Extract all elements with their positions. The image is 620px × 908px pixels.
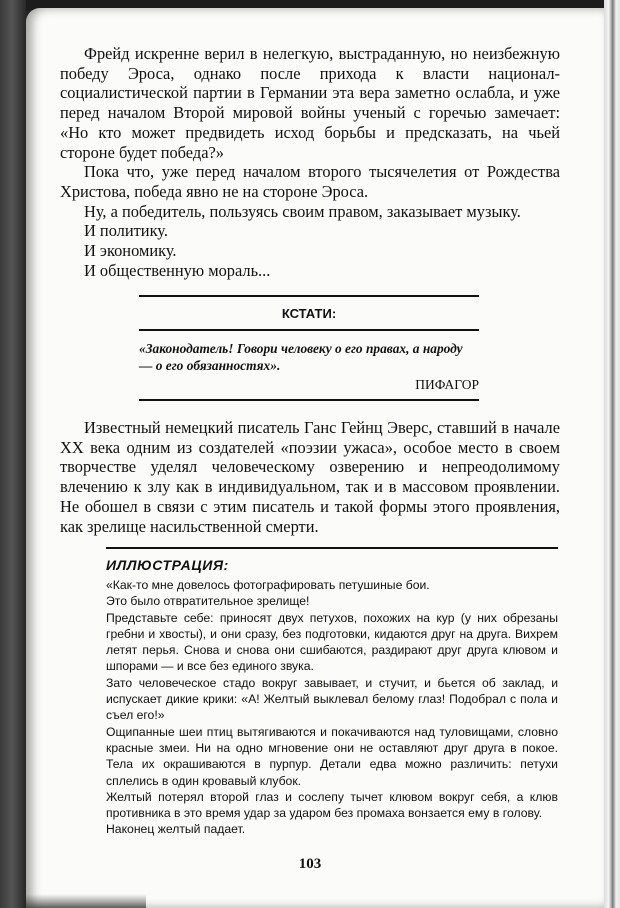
kstati-box bbox=[139, 295, 479, 401]
kstati-author: ПИФАГОР bbox=[415, 377, 479, 392]
kstati-title: КСТАТИ: bbox=[281, 306, 337, 321]
divider bbox=[139, 295, 479, 297]
line-victor: Ну, а победитель, пользуясь своим правом, заказывает музыку. bbox=[84, 201, 521, 221]
line-politics: И политику. bbox=[84, 221, 168, 241]
paragraph-millennium: Пока что, уже перед началом второго тысячелетия от Рождества Христова, победа явно не на стороне Эроса. bbox=[60, 162, 560, 201]
illustration-line: Желтый потерял второй глаз и сослепу тычет клювом вокруг себя, а клюв противника в это время удар за ударом без промаха вонзается ему в голову. bbox=[106, 789, 558, 821]
illustration-line: «Как-то мне довелось фотографировать петушиные бои. bbox=[106, 578, 430, 592]
divider bbox=[106, 547, 558, 549]
kstati-quote: «Законодатель! Говори человеку о его правах, а народу — о его обязанностях». bbox=[139, 341, 463, 373]
line-economics: И экономику. bbox=[84, 241, 177, 261]
second-text bbox=[60, 418, 560, 536]
illustration-box bbox=[106, 547, 558, 838]
illustration-line: Представьте себе: приносят двух петухов, похожих на кур (у них обрезаны гребни и хвосты), и они сразу, без подготовки, кидаются друг на друга. Вихрем летят перья. Снова и снова они сшибаются, раздирают друг друга клювом и шпорами — и все без единого звука. bbox=[106, 610, 558, 674]
scan-bottom-shadow bbox=[26, 894, 146, 908]
illustration-line: Это было отвратительное зрелище! bbox=[106, 594, 310, 609]
illustration-title: ИЛЛЮСТРАЦИЯ: bbox=[106, 557, 229, 573]
paragraph-freud: Фрейд искренне верил в нелегкую, выстраданную, но неизбежную победу Эроса, однако после прихода к власти национал-социалистической партии в Германии эта вера заметно ослабла, и уже перед началом Второй мировой войны ученый с горечью замечает: «Но кто может предвидеть исход борьбы и предсказать, на чьей стороне будет победа?» bbox=[60, 44, 560, 162]
divider bbox=[139, 399, 479, 401]
illustration-line: Зато человеческое стадо вокруг завывает, и стучит, и бьется об заклад, и испускает дикие крики: «А! Желтый выклевал белому глаз! Подобрал с пола и съел его!» bbox=[106, 675, 558, 723]
paragraph-ewers: Известный немецкий писатель Ганс Гейнц Эверс, ставший в начале XX века одним из создателей «поэзии ужаса», особое место в своем творчестве уделял человеческому озверению и непреодолимому влечению к злу как в индивидуальном, так и в массовом проявлении. Не обошел в связи с этим писатель и такой формы этого проявления, как зрелище насильственной смерти. bbox=[60, 418, 560, 536]
line-morals: И общественную мораль... bbox=[84, 260, 271, 280]
illustration-line: Ощипанные шеи птиц вытягиваются и покачиваются над туловищами, словно красные змеи. Ни на одно мгновение они не оставляют друг друга в покое. Тела их окрашиваются в пурпур. Детали едва можно различить: петухи сплелись в один кровавый клубок. bbox=[106, 724, 558, 788]
divider bbox=[139, 329, 479, 331]
main-text bbox=[60, 44, 560, 280]
page-number: 103 bbox=[298, 856, 322, 872]
illustration-line: Наконец желтый падает. bbox=[106, 822, 246, 837]
page-right-edge bbox=[604, 0, 620, 908]
